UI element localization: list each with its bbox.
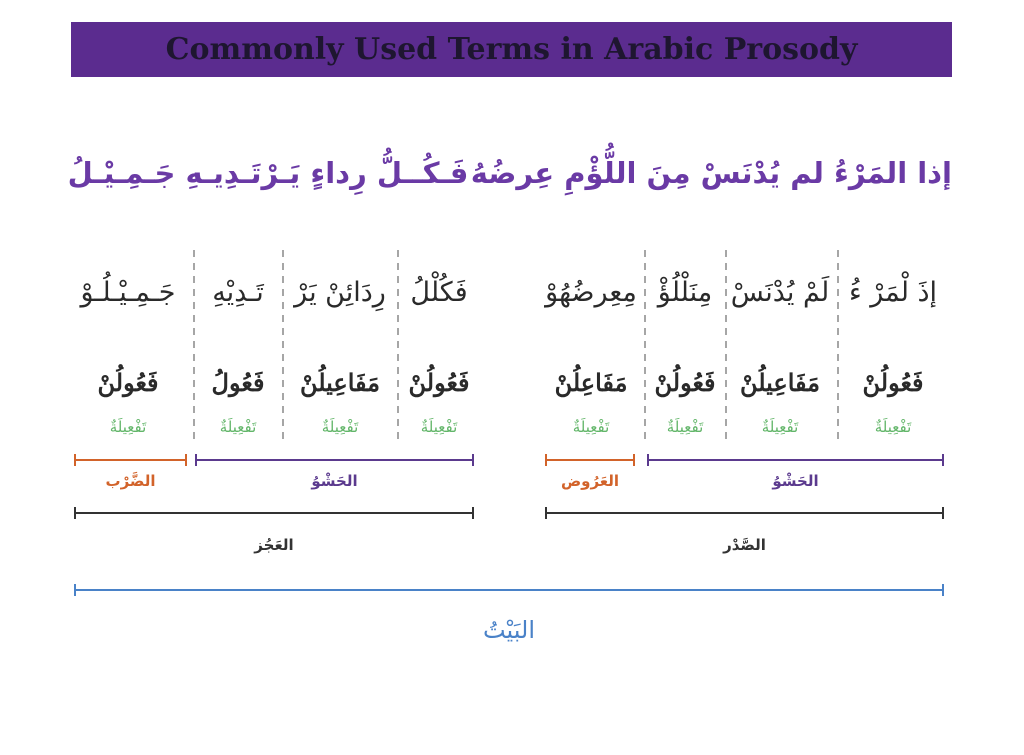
verse-ajz: فَـكُــلُّ رِداءٍ يَـرْتَـدِيـهِ جَـمِـيْـلُ: [67, 156, 469, 190]
label-hashw-ajz: الحَشْوُ: [311, 472, 358, 490]
sadr-segment-1: إذَ لْمَرْ ءُ: [848, 277, 938, 308]
ajz-foot-2: مَفَاعِيلُنْ: [299, 368, 381, 397]
ajz-tafila-2: تَفْعِيلَةٌ: [321, 418, 359, 436]
verse-sadr: إذا المَرْءُ لم يُدْنَسْ مِنَ اللُّؤْمِ عِرضُهُ: [470, 156, 952, 190]
sadr-segment-2: لَمْ يُدْنَسْ: [730, 277, 830, 308]
ajz-tafila-3: تَفْعِيلَةٌ: [219, 418, 257, 436]
sadr-tafila-2: تَفْعِيلَةٌ: [761, 418, 799, 436]
bracket-hashw-sadr: [648, 454, 943, 466]
sadr-tafila-1: تَفْعِيلَةٌ: [874, 418, 912, 436]
sadr-segment-3: مِنَلْلُؤْ: [657, 277, 713, 308]
label-sadr: الصَّدْر: [723, 536, 766, 554]
sadr-tafila-3: تَفْعِيلَةٌ: [666, 418, 704, 436]
label-bayt: البَيْتُ: [482, 616, 536, 644]
bracket-bayt: [75, 584, 943, 596]
bracket-hashw-ajz: [196, 454, 473, 466]
sadr-segment-4: مِعِرضُهُوْ: [545, 277, 637, 308]
sadr-tafila-4: تَفْعِيلَةٌ: [572, 418, 610, 436]
bracket-darb: [75, 454, 186, 466]
ajz-foot-3: فَعُولُ: [211, 368, 265, 397]
ajz-foot-1: فَعُولُنْ: [408, 368, 470, 397]
bracket-sadr: [546, 507, 943, 519]
label-arud: العَرُوض: [560, 472, 620, 490]
bracket-arud: [546, 454, 634, 466]
sadr-foot-3: فَعُولُنْ: [654, 368, 716, 397]
sadr-foot-1: فَعُولُنْ: [862, 368, 924, 397]
ajz-foot-4: فَعُولُنْ: [97, 368, 159, 397]
ajz-tafila-4: تَفْعِيلَةٌ: [109, 418, 147, 436]
sadr-foot-4: مَفَاعِلُنْ: [554, 368, 628, 397]
label-darb: الضَّرْب: [105, 472, 156, 490]
ajz-segment-4: جَـمِـيْـلُـوْ: [80, 277, 176, 308]
ajz-segment-1: فَكُلْلُ: [410, 277, 468, 308]
ajz-segment-3: تَـدِيْهِ: [212, 277, 264, 308]
ajz-segment-2: رِدَائِنْ يَرْ: [294, 277, 386, 308]
sadr-foot-2: مَفَاعِيلُنْ: [739, 368, 821, 397]
segment-dividers: [194, 250, 838, 440]
label-ajz: العَجُز: [254, 536, 294, 554]
bracket-ajz: [75, 507, 473, 519]
label-hashw-sadr: الحَشْوُ: [772, 472, 819, 490]
ajz-tafila-1: تَفْعِيلَةٌ: [420, 418, 458, 436]
page-title: Commonly Used Terms in Arabic Prosody: [165, 32, 858, 67]
